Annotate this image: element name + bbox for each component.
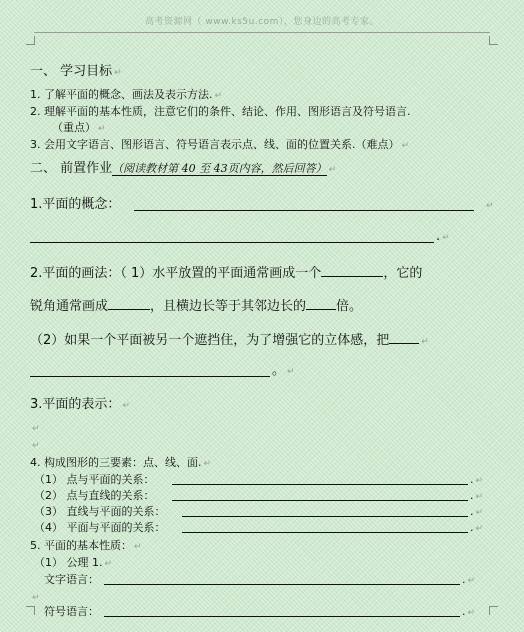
q5-text-lang-end-dot: . — [462, 573, 466, 586]
section1-title — [30, 63, 122, 82]
paragraph-mark: ↵ — [475, 524, 484, 534]
margin-corner-top-left — [26, 36, 35, 45]
q2-text-2b: ，且横边长等于其邻边长的 — [150, 299, 307, 314]
q2-blank-hidden-2[interactable] — [30, 362, 270, 377]
q5-label: 5. 平面的基本性质： — [30, 539, 132, 552]
q1-end-dot: . — [436, 229, 441, 244]
paragraph-mark: ↵ — [475, 476, 484, 486]
q2-end — [272, 362, 295, 381]
paragraph-mark: ↵ — [486, 201, 494, 211]
q4-end-4-dot: . — [470, 521, 474, 534]
q2-blank-ratio[interactable] — [306, 295, 336, 310]
q2-line-3 — [30, 329, 429, 351]
q2-blank-shape[interactable] — [321, 262, 383, 277]
objective-item-2 — [30, 105, 411, 119]
objective-item-1 — [30, 88, 222, 103]
q2-blank-hidden-1[interactable] — [389, 329, 419, 344]
paragraph-mark: ↵ — [134, 542, 142, 552]
paragraph-mark: ↵ — [328, 165, 337, 175]
paragraph-mark: ↵ — [401, 141, 410, 151]
q5-sym-lang — [44, 605, 99, 619]
q2-end-mark: 。 — [272, 363, 286, 378]
q1-blank-1[interactable] — [134, 196, 474, 211]
q4-item-4-label: （4） 平面与平面的关系： — [34, 521, 166, 534]
q2-text-3: （2）如果一个平面被另一个遮挡住，为了增强它的立体感，把 — [30, 333, 390, 348]
paragraph-mark: ↵ — [32, 441, 40, 451]
objective-item-2-cont — [52, 121, 106, 136]
q2-text-1a: 2.平面的画法：（ 1）水平放置的平面通常画成一个 — [30, 266, 322, 281]
section2-title — [30, 160, 336, 179]
margin-corner-top-right — [489, 36, 498, 45]
page-header: 高考资源网（ www.ks5u.com），您身边的高考专家。 — [145, 17, 379, 27]
section2-note: （阅读教材第 40 至 43页内容，然后回答） — [112, 162, 327, 175]
q5-axiom-label: （1） 公理 1. — [34, 556, 103, 569]
q5-text-lang-end — [462, 573, 475, 588]
q2-text-2c: 倍。 — [336, 299, 363, 314]
q1-label: 1.平面的概念： — [30, 197, 121, 212]
q4-end-4 — [470, 521, 483, 536]
paragraph-mark: ↵ — [104, 559, 113, 569]
q4-blank-3[interactable] — [182, 504, 468, 517]
paragraph-mark: ↵ — [475, 508, 484, 518]
q4-label: 4. 构成图形的三要素：点、线、面. — [30, 456, 202, 469]
objective-text-2: 2. 理解平面的基本性质，注意它们的条件、结论、作用、图形语言及符号语言. — [30, 105, 411, 118]
paragraph-mark: ↵ — [214, 91, 223, 101]
q4-item-3 — [34, 505, 166, 519]
paragraph-mark: ↵ — [442, 233, 450, 243]
q1-line — [30, 196, 120, 214]
q2-text-1b: ，它的 — [383, 266, 423, 281]
q4-end-2-dot: . — [470, 489, 474, 502]
margin-corner-bottom-right — [489, 606, 498, 615]
q5-line — [30, 539, 142, 554]
paragraph-mark: ↵ — [467, 576, 476, 586]
paragraph-mark: ↵ — [287, 367, 295, 377]
q4-line — [30, 456, 211, 471]
q4-end-3-dot: . — [470, 505, 474, 518]
q4-item-2 — [34, 489, 155, 503]
q4-blank-1[interactable] — [172, 472, 468, 485]
q1-blank-2[interactable] — [30, 228, 434, 243]
blank-line-1 — [30, 421, 40, 436]
blank-line-3 — [30, 590, 40, 605]
q2-line-1 — [30, 262, 422, 283]
header-rule — [34, 32, 490, 33]
q5-sym-lang-label: 符号语言： — [44, 605, 99, 618]
q4-item-3-label: （3） 直线与平面的关系： — [34, 505, 166, 518]
paragraph-mark: ↵ — [98, 124, 106, 134]
q5-text-lang-blank[interactable] — [104, 572, 460, 585]
q4-item-4 — [34, 521, 166, 535]
blank-line-2 — [30, 438, 40, 453]
q3-label: 3.平面的表示： — [30, 397, 121, 412]
q4-item-1 — [34, 473, 155, 487]
q3-line — [30, 396, 130, 415]
q4-end-1-dot: . — [470, 473, 474, 486]
q5-sym-lang-end-dot: . — [462, 605, 466, 618]
paragraph-mark: ↵ — [32, 593, 40, 603]
paragraph-mark: ↵ — [467, 608, 476, 618]
q4-item-2-label: （2） 点与直线的关系： — [34, 489, 155, 502]
objective-item-3 — [30, 138, 409, 153]
q5-text-lang — [44, 573, 99, 587]
q5-text-lang-label: 文字语言： — [44, 573, 99, 586]
q5-axiom — [34, 556, 112, 571]
objective-text-3: 3. 会用文字语言、图形语言、符号语言表示点、线、面的位置关系.（难点） — [30, 138, 400, 151]
paragraph-mark: ↵ — [475, 492, 484, 502]
q5-sym-lang-end — [462, 605, 475, 620]
paragraph-mark: ↵ — [32, 424, 40, 434]
q1-mark — [484, 198, 494, 213]
objective-text-2-cont: （重点） — [52, 121, 96, 134]
objective-text-1: 1. 了解平面的概念、画法及表示方法. — [30, 88, 213, 101]
q2-text-2a: 锐角通常画成 — [30, 299, 109, 314]
q4-item-1-label: （1） 点与平面的关系： — [34, 473, 155, 486]
q4-blank-2[interactable] — [172, 488, 468, 501]
q2-line-2 — [30, 295, 362, 316]
q4-end-2 — [470, 489, 483, 504]
q5-sym-lang-blank[interactable] — [104, 604, 460, 617]
q4-end-3 — [470, 505, 483, 520]
section2-title-text: 二、 前置作业 — [30, 161, 113, 176]
paragraph-mark: ↵ — [421, 337, 429, 347]
section1-title-text: 一、 学习目标 — [30, 64, 113, 79]
paragraph-mark: ↵ — [203, 459, 212, 469]
q2-blank-angle[interactable] — [108, 295, 150, 310]
paragraph-mark: ↵ — [114, 68, 122, 78]
q1-end — [436, 228, 450, 247]
paragraph-mark: ↵ — [122, 401, 130, 411]
q4-end-1 — [470, 473, 483, 488]
q4-blank-4[interactable] — [182, 520, 468, 533]
margin-corner-bottom-left — [26, 606, 35, 615]
